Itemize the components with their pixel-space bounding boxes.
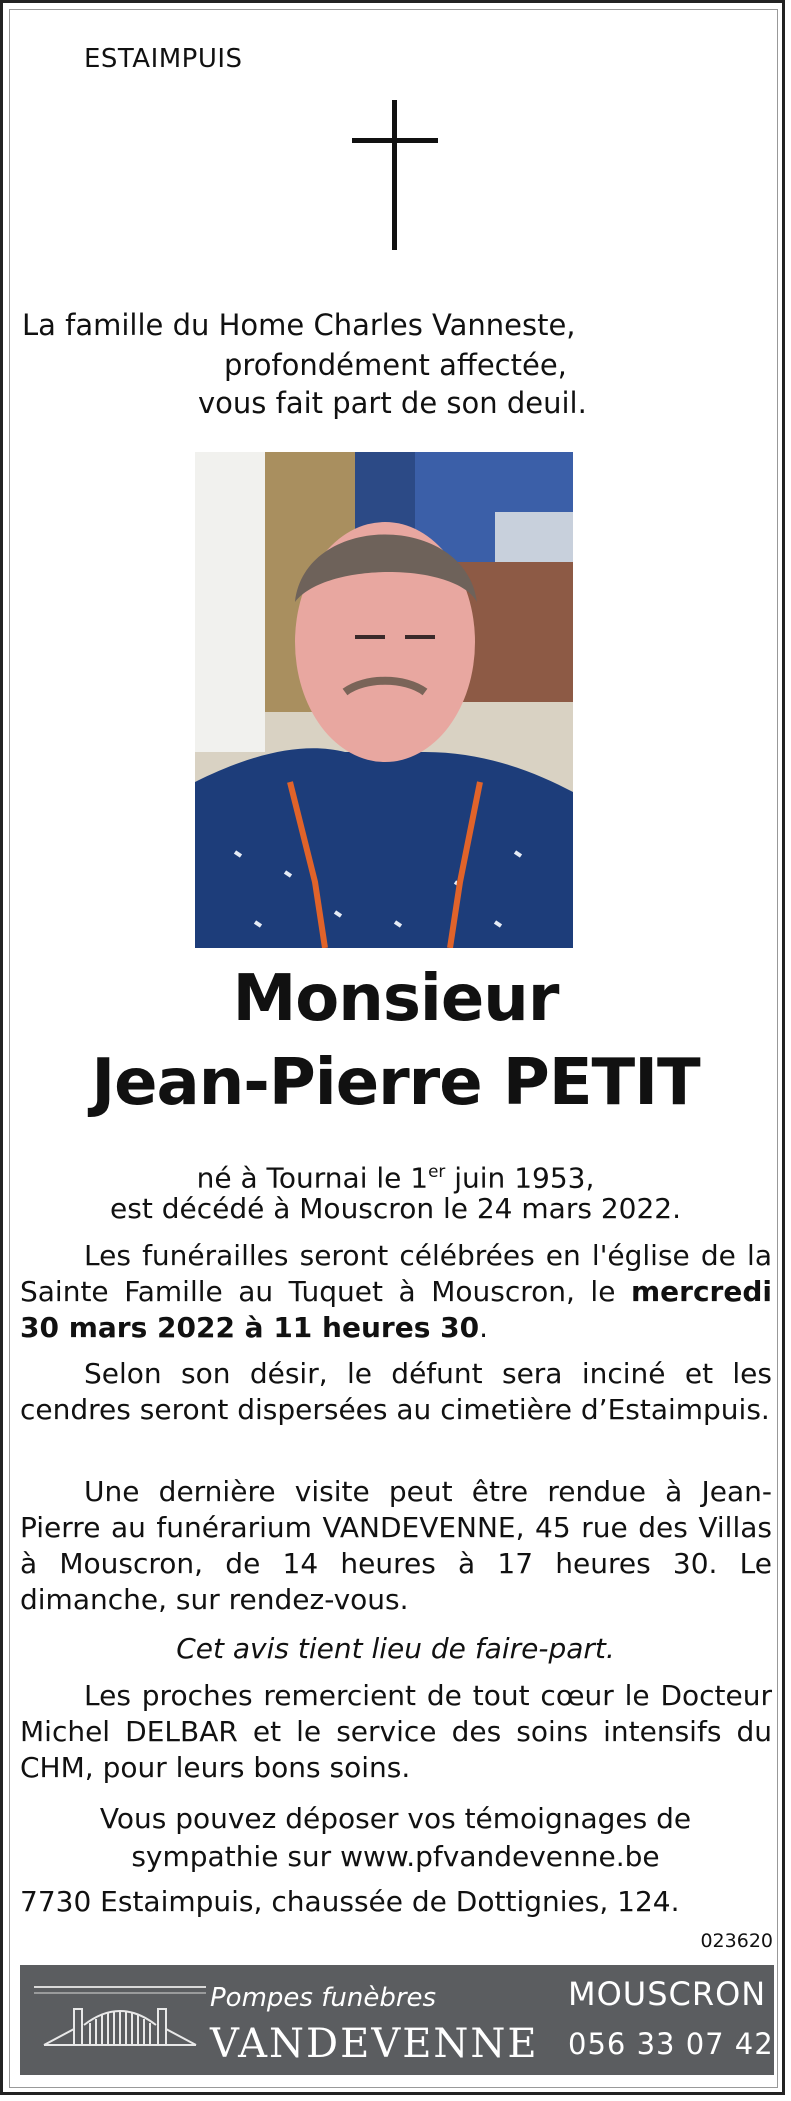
reference-code: 023620	[700, 1930, 773, 1952]
deceased-title: Monsieur	[232, 962, 559, 1036]
notice-line: Cet avis tient lieu de faire-part.	[176, 1632, 615, 1665]
town-heading: ESTAIMPUIS	[84, 44, 243, 74]
gate-logo-icon	[34, 1979, 206, 2063]
family-line-3: vous fait part de son deuil.	[198, 386, 587, 420]
pompes-funebres-label: Pompes funèbres	[210, 1983, 437, 2013]
funeral-paragraph: Les funérailles seront célébrées en l'église de la Sainte Famille au Tuquet à Mouscron, le mercredi 30 mars 2022 à 11 heures 30.	[20, 1239, 772, 1344]
phone-number: 056 33 07 42	[568, 2027, 774, 2061]
city-label: MOUSCRON	[568, 1975, 767, 2013]
family-line-2: profondément affectée,	[224, 348, 567, 382]
tribute-line-1: Vous pouvez déposer vos témoignages de	[99, 1802, 692, 1835]
birth-line: né à Tournai le 1er juin 1953,	[196, 1161, 595, 1195]
deceased-name: Jean-Pierre PETIT	[91, 1046, 700, 1120]
address-line: 7730 Estaimpuis, chaussée de Dottignies, 124.	[20, 1885, 680, 1918]
portrait-photo	[195, 452, 573, 948]
cross-icon	[350, 100, 440, 250]
thanks-paragraph: Les proches remercient de tout cœur le Docteur Michel DELBAR et le service des soins intensifs du CHM, pour leurs bons soins.	[20, 1679, 772, 1784]
brand-name: VANDEVENNE	[210, 2021, 539, 2067]
visit-paragraph: Une dernière visite peut être rendue à Jean-Pierre au funérarium VANDEVENNE, 45 rue des Villas à Mouscron, de 14 heures à 17 heures 30. Le dimanche, sur rendez-vous.	[20, 1475, 772, 1616]
funeral-home-banner	[20, 1965, 774, 2075]
tribute-line-2: sympathie sur www.pfvandevenne.be	[131, 1840, 660, 1873]
family-line-1: La famille du Home Charles Vanneste,	[22, 308, 576, 342]
death-line: est décédé à Mouscron le 24 mars 2022.	[110, 1192, 681, 1225]
cremation-paragraph: Selon son désir, le défunt sera inciné et les cendres seront dispersées au cimetière d’Estaimpuis.	[20, 1357, 772, 1426]
